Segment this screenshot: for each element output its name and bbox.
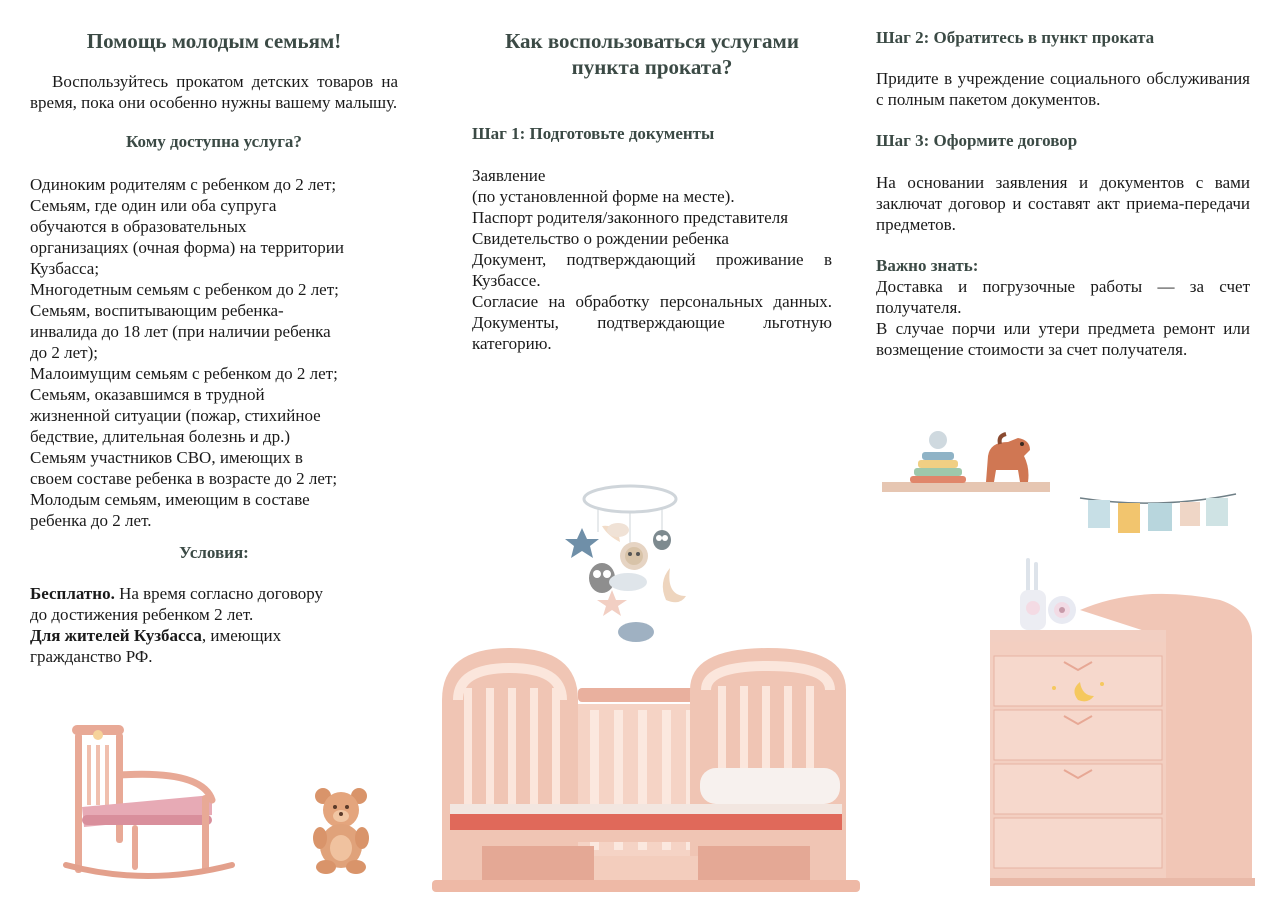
residents-line [30,625,398,646]
eligibility-line: Одиноким родителям с ребенком до 2 лет; [30,174,337,194]
eligibility-line: Семьям участников СВО, имеющих в [30,447,303,467]
step2-text: Придите в учреждение социального обслуживания с полным пакетом документов. [876,69,1250,110]
eligibility-line: своем составе ребенка в возрасте до 2 лет; [30,468,338,488]
residents-text: , имеющих [201,626,282,646]
left-column [30,0,398,667]
eligibility-line: Малоимущим семьям с ребенком до 2 лет; [30,363,338,383]
doc-item: Паспорт родителя/законного представителя [472,207,789,227]
dresser-icon [990,590,1255,890]
free-text: На время согласно договору [114,584,324,604]
right-column [876,0,1250,360]
crib-icon [430,640,862,895]
free-line-2: до достижения ребенком 2 лет. [30,605,254,625]
eligibility-line: Кузбасса; [30,258,100,278]
conditions-block [30,583,398,667]
free-bold: Бесплатно. [30,584,115,604]
documents-list [472,165,832,354]
eligibility-line: бедствие, длительная болезнь и др.) [30,426,291,446]
step1-heading: Шаг 1: Подготовьте документы [472,123,715,143]
eligibility-line: Семьям, оказавшимся в трудной [30,384,265,404]
free-line [30,583,398,604]
step3-text: На основании заявления и документов с вами заключат договор и составят акт приема-передачи предметов. [876,172,1250,234]
eligibility-line: жизненной ситуации (пожар, стихийное [30,405,321,425]
eligibility-line: Семьям, где один или оба супруга [30,195,277,215]
residents-line-2: гражданство РФ. [30,647,153,667]
eligibility-line: Молодым семьям, имеющим в составе [30,489,310,509]
doc-item: (по установленной форме на месте). [472,186,735,206]
baby-mobile-icon [562,482,692,647]
eligibility-line: до 2 лет); [30,342,98,362]
important-note-1: Доставка и погрузочные работы — за счет получателя. [876,277,1250,318]
eligibility-line: обучаются в образовательных [30,216,247,236]
important-heading: Важно знать: [876,255,979,275]
doc-item: Согласие на обработку персональных данных. Документы, подтверждающие льготную категорию. [472,291,832,353]
step3-heading: Шаг 3: Оформите договор [876,131,1078,151]
step2-heading: Шаг 2: Обратитесь в пункт проката [876,28,1155,47]
doc-item: Заявление [472,165,546,185]
residents-bold: Для жителей Кузбасса [30,626,202,646]
eligibility-line: Многодетным семьям с ребенком до 2 лет; [30,279,339,299]
conditions-heading: Условия: [179,542,249,562]
eligibility-line: ребенка до 2 лет. [30,510,152,530]
rocking-chair-icon [62,715,237,885]
intro-paragraph: Воспользуйтесь прокатом детских товаров на время, пока они особенно нужны вашему малышу. [30,72,398,113]
toy-shelf-icon [880,428,1052,498]
eligibility-line: инвалида до 18 лет (при наличии ребенка [30,321,331,341]
left-title: Помощь молодым семьям! [86,29,342,53]
eligibility-line: Семьям, воспитывающим ребенка- [30,300,284,320]
teddy-bear-icon [310,786,372,876]
middle-column [472,0,832,354]
eligibility-line: организациях (очная форма) на территории [30,237,344,257]
doc-item: Документ, подтверждающий проживание в Кузбассе. [472,249,832,290]
important-note-2: В случае порчи или утери предмета ремонт или возмещение стоимости за счет получателя. [876,319,1250,360]
doc-item: Свидетельство о рождении ребенка [472,228,729,248]
laundry-line-icon [1078,490,1238,540]
eligibility-heading: Кому доступна услуга? [126,132,302,152]
eligibility-list [30,174,398,531]
middle-title: Как воспользоваться услугами пункта проката? [505,29,799,80]
